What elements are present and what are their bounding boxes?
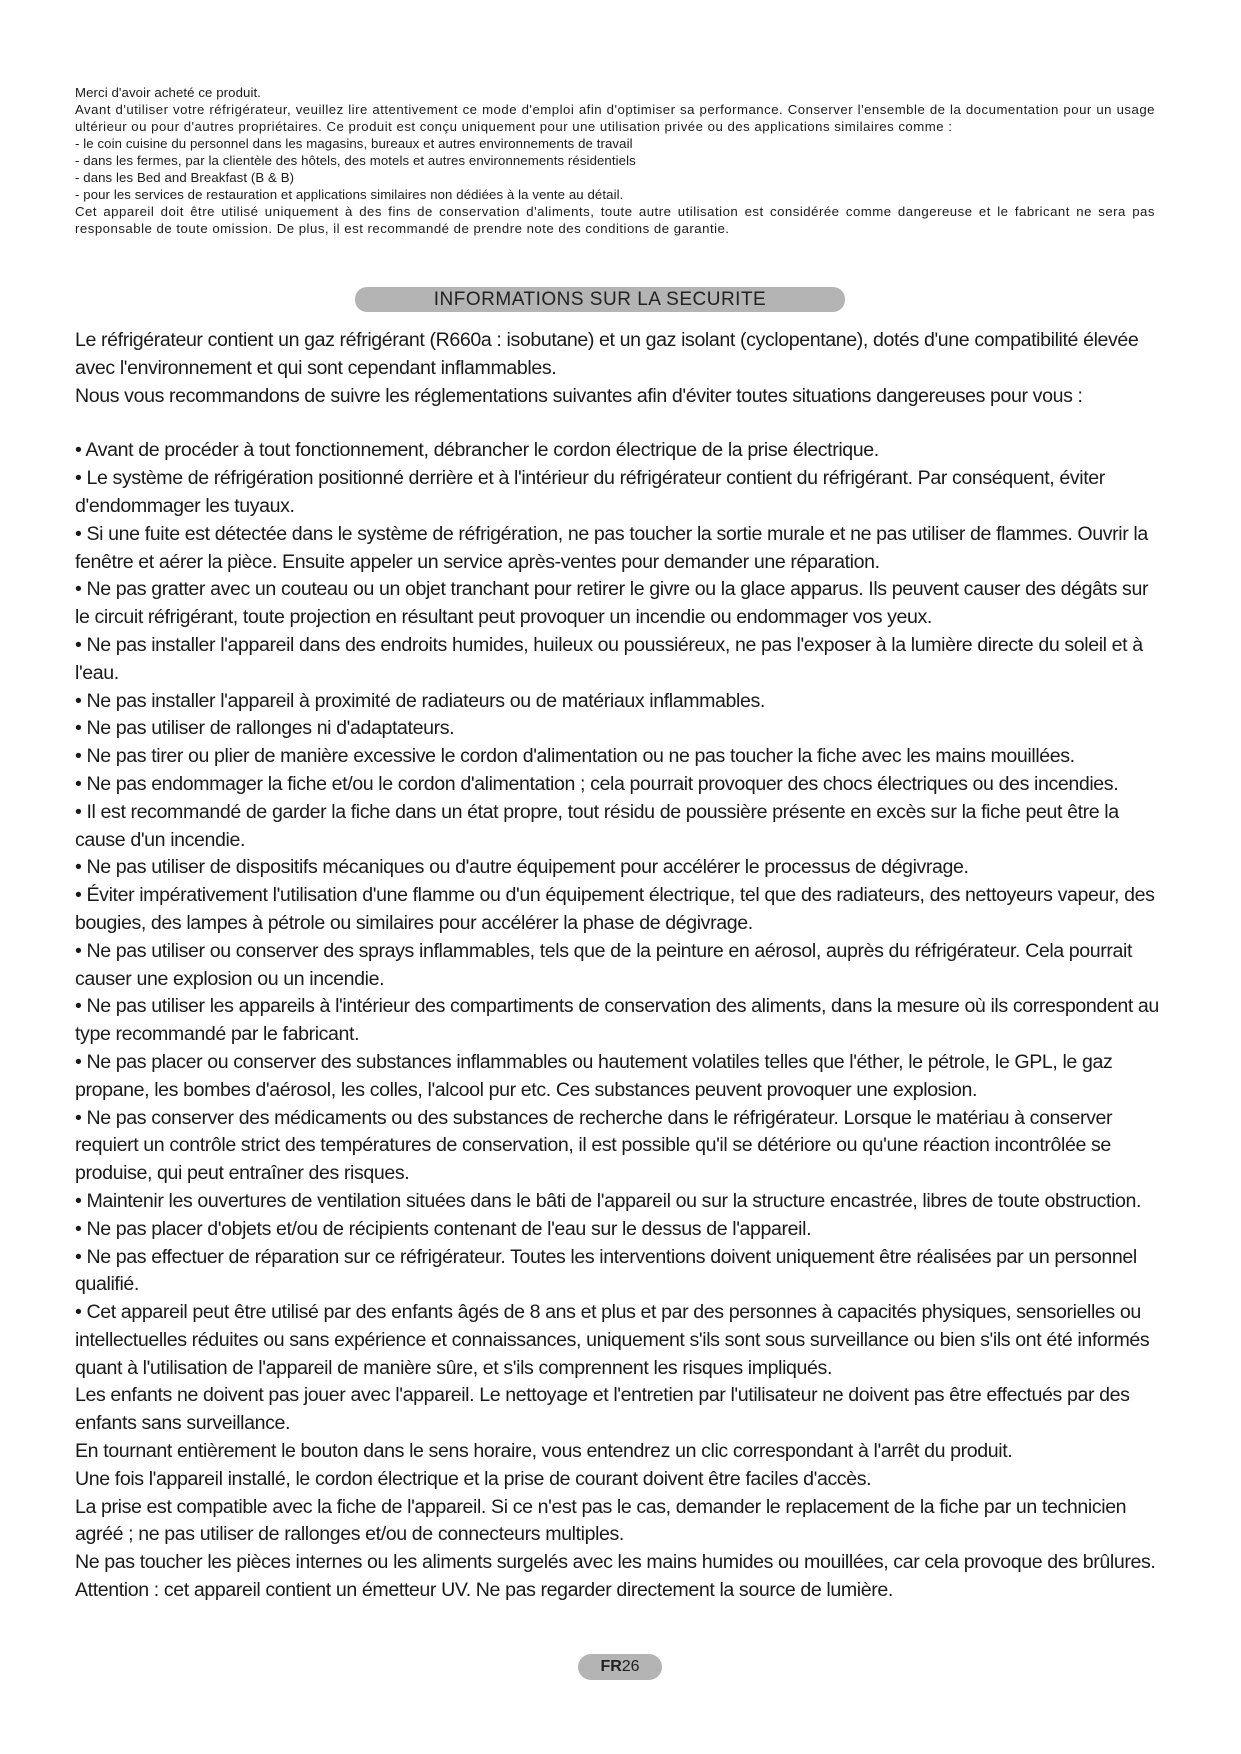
closing-paragraph: Ne pas toucher les pièces internes ou les aliments surgelés avec les mains humides ou mouillées, car cela provoque des brûlures. bbox=[75, 1551, 1156, 1574]
safety-item: • Si une fuite est détectée dans le système de réfrigération, ne pas toucher la sortie murale et ne pas utiliser de flammes. Ouvrir la fenêtre et aérer la pièce. Ensuite appeler un service après-ventes pour demander une réparation. bbox=[75, 522, 1148, 573]
intro-thanks: Merci d'avoir acheté ce produit. bbox=[75, 85, 262, 100]
safety-item: • Cet appareil peut être utilisé par des enfants âgés de 8 ans et plus et par des personnes à capacités physiques, sensorielles ou intellectuelles réduites ou sans expérience et connaissances, uniquement s'ils sont sous surveillance ou bien s'ils ont été informés quant à l'utilisation de l'appareil de manière sûre, et s'ils comprennent les risques impliqués. bbox=[75, 1301, 1150, 1379]
safety-item: • Ne pas placer d'objets et/ou de récipients contenant de l'eau sur le dessus de l'appareil. bbox=[75, 1217, 812, 1240]
safety-item: • Ne pas gratter avec un couteau ou un objet tranchant pour retirer le givre ou la glace apparus. Ils peuvent causer des dégâts sur le circuit réfrigérant, toute projection en résultant peut provoquer un incendie ou endommager vos yeux. bbox=[75, 578, 1149, 629]
intro-paragraph: Avant d'utiliser votre réfrigérateur, veuillez lire attentivement ce mode d'emploi afin d'optimiser sa performance. Conserver l'ensemble de la documentation pour un usage ultérieur ou pour d'autres propriétaires. Ce produit est conçu uniquement pour une utilisation privée ou des applications similaires comme : bbox=[75, 102, 1155, 134]
intro-use-item: - le coin cuisine du personnel dans les magasins, bureaux et autres environnements de travail bbox=[75, 136, 633, 151]
page-number-badge bbox=[578, 1654, 662, 1680]
page-number: 26 bbox=[621, 1658, 640, 1675]
safety-item: • Ne pas utiliser les appareils à l'intérieur des compartiments de conservation des aliments, dans la mesure où ils correspondent au type recommandé par le fabricant. bbox=[75, 995, 1159, 1046]
intro-use-item: - dans les fermes, par la clientèle des hôtels, des motels et autres environnements résidentiels bbox=[75, 153, 636, 168]
intro-use-item: - dans les Bed and Breakfast (B & B) bbox=[75, 170, 295, 185]
safety-item: • Ne pas conserver des médicaments ou des substances de recherche dans le réfrigérateur. Lorsque le matériau à conserver requiert un contrôle strict des températures de conservation, il est possible qu'il se détériore ou qu'une réaction incontrôlée se produise, qui peut entraîner des risques. bbox=[75, 1106, 1113, 1185]
lead-paragraph: Nous vous recommandons de suivre les réglementations suivantes afin d'éviter toutes situations dangereuses pour vous : bbox=[75, 384, 1083, 407]
safety-item: • Ne pas placer ou conserver des substances inflammables ou hautement volatiles telles que l'éther, le pétrole, le GPL, le gaz propane, les bombes d'aérosol, les colles, l'alcool pur etc. Ces substances peuvent provoquer une explosion. bbox=[75, 1050, 1113, 1101]
lead-paragraph: Le réfrigérateur contient un gaz réfrigérant (R660a : isobutane) et un gaz isolant (cyclopentane), dotés d'une compatibilité élevée avec l'environnement et qui sont cependant inflammables. bbox=[75, 329, 1139, 379]
safety-item: • Il est recommandé de garder la fiche dans un état propre, tout résidu de poussière présente en excès sur la fiche peut être la cause d'un incendie. bbox=[75, 800, 1119, 851]
safety-item: • Avant de procéder à tout fonctionnement, débrancher le cordon électrique de la prise électrique. bbox=[75, 439, 879, 462]
closing-paragraph: La prise est compatible avec la fiche de l'appareil. Si ce n'est pas le cas, demander le replacement de la fiche par un technicien agréé ; ne pas utiliser de rallonges et/ou de connecteurs multiples. bbox=[75, 1495, 1127, 1546]
safety-item: • Ne pas endommager la fiche et/ou le cordon d'alimentation ; cela pourrait provoquer des chocs électriques ou des incendies. bbox=[75, 772, 1119, 795]
closing-paragraph: En tournant entièrement le bouton dans le sens horaire, vous entendrez un clic correspondant à l'arrêt du produit. bbox=[75, 1440, 1013, 1463]
safety-item: • Ne pas utiliser de rallonges ni d'adaptateurs. bbox=[75, 717, 455, 740]
safety-item: • Ne pas installer l'appareil à proximité de radiateurs ou de matériaux inflammables. bbox=[75, 689, 765, 712]
paragraph-gap bbox=[75, 410, 1165, 437]
safety-text bbox=[75, 327, 1165, 1605]
safety-item: • Ne pas utiliser ou conserver des sprays inflammables, tels que de la peinture en aérosol, auprès du réfrigérateur. Cela pourrait causer une explosion ou un incendie. bbox=[75, 939, 1133, 990]
safety-item: • Ne pas installer l'appareil dans des endroits humides, huileux ou poussiéreux, ne pas l'exposer à la lumière directe du soleil et à l'eau. bbox=[75, 633, 1143, 684]
intro-closing: Cet appareil doit être utilisé uniquement à des fins de conservation d'aliments, toute autre utilisation est considérée comme dangereuse et le fabricant ne sera pas responsable de toute omission. De plus, il est recommandé de prendre note des conditions de garantie. bbox=[75, 204, 1155, 236]
closing-paragraph: Une fois l'appareil installé, le cordon électrique et la prise de courant doivent être faciles d'accès. bbox=[75, 1467, 872, 1490]
safety-item: • Ne pas effectuer de réparation sur ce réfrigérateur. Toutes les interventions doivent uniquement être réalisées par un personnel qualifié. bbox=[75, 1245, 1137, 1296]
language-code: FR bbox=[600, 1658, 622, 1675]
closing-paragraph: Attention : cet appareil contient un émetteur UV. Ne pas regarder directement la source de lumière. bbox=[75, 1579, 893, 1602]
safety-item: • Le système de réfrigération positionné derrière et à l'intérieur du réfrigérateur contient du réfrigérant. Par conséquent, éviter d'endommager les tuyaux. bbox=[75, 467, 1105, 517]
section-title: INFORMATIONS SUR LA SECURITE bbox=[433, 288, 767, 310]
intro-use-item: - pour les services de restauration et applications similaires non dédiées à la vente au détail. bbox=[75, 187, 624, 202]
safety-item: • Maintenir les ouvertures de ventilation situées dans le bâti de l'appareil ou sur la structure encastrée, libres de toute obstruction. bbox=[75, 1189, 1142, 1212]
section-heading-bar bbox=[355, 287, 845, 312]
closing-paragraph: Les enfants ne doivent pas jouer avec l'appareil. Le nettoyage et l'entretien par l'utilisateur ne doivent pas être effectués par des enfants sans surveillance. bbox=[75, 1384, 1130, 1435]
intro-block bbox=[75, 84, 1155, 237]
safety-item: • Ne pas utiliser de dispositifs mécaniques ou d'autre équipement pour accélérer le processus de dégivrage. bbox=[75, 856, 969, 879]
safety-item: • Ne pas tirer ou plier de manière excessive le cordon d'alimentation ou ne pas toucher la fiche avec les mains mouillées. bbox=[75, 745, 1075, 768]
safety-item: • Éviter impérativement l'utilisation d'une flamme ou d'un équipement électrique, tel que des radiateurs, des nettoyeurs vapeur, des bougies, des lampes à pétrole ou similaires pour accélérer la phase de dégivrage. bbox=[75, 884, 1155, 934]
